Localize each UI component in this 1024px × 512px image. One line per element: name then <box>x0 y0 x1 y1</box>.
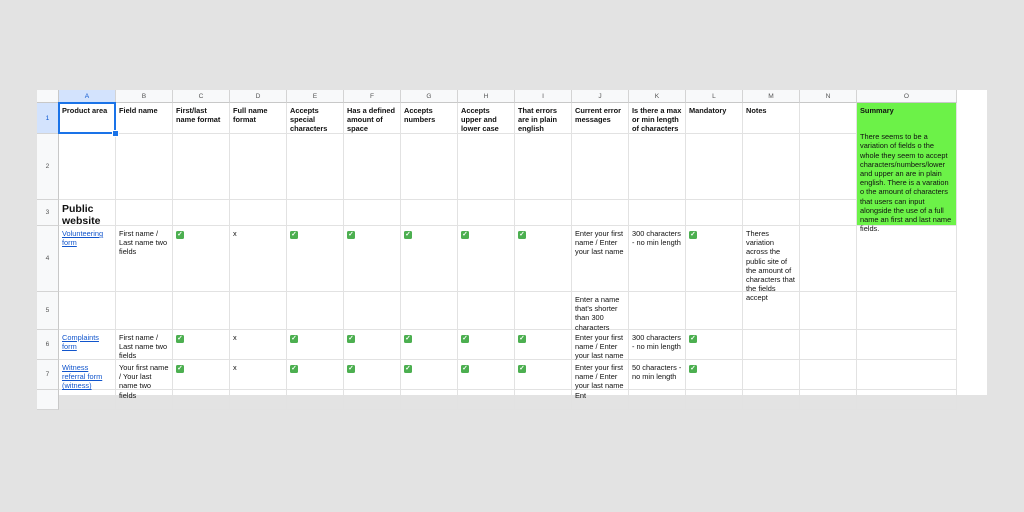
length-text: 300 characters - no min length <box>632 229 681 248</box>
row-header-6[interactable]: 6 <box>37 330 59 360</box>
cell-m3[interactable] <box>743 200 800 226</box>
cell-n4[interactable] <box>800 226 857 292</box>
product-link[interactable]: Complaints form <box>62 333 99 352</box>
cell-g6[interactable] <box>401 330 458 360</box>
cell-l6[interactable] <box>686 330 743 360</box>
header-label-m: Notes <box>746 106 767 115</box>
column-header-b[interactable]: B <box>116 90 173 103</box>
summary-title: Summary <box>860 106 894 115</box>
cell-m6[interactable] <box>743 330 800 360</box>
error-message: Enter your first name / Enter your last name <box>575 229 624 257</box>
error-message: Enter your first name / Enter your last name <box>575 363 624 391</box>
cell-f5[interactable] <box>344 292 401 330</box>
cell-a3[interactable] <box>59 200 116 226</box>
cell-f1[interactable] <box>344 103 401 134</box>
cell-e4[interactable] <box>287 226 344 292</box>
notes-text: Theres variation across the public site of the amount of characters that the fields accept <box>746 229 795 303</box>
cell-h2[interactable] <box>458 134 515 200</box>
cell-j4[interactable] <box>572 226 629 292</box>
column-header-d[interactable]: D <box>230 90 287 103</box>
column-header-e[interactable]: E <box>287 90 344 103</box>
cell-e7[interactable] <box>287 360 344 390</box>
cell-d7[interactable] <box>230 360 287 390</box>
cell-c8[interactable] <box>173 390 230 410</box>
cell-b3[interactable] <box>116 200 173 226</box>
cell-c5[interactable] <box>173 292 230 330</box>
header-label-i: That errors are in plain english <box>518 106 558 134</box>
cell-d4[interactable] <box>230 226 287 292</box>
cell-i7[interactable] <box>515 360 572 390</box>
checkmark-icon: ✓ <box>519 231 525 238</box>
column-header-i[interactable]: I <box>515 90 572 103</box>
cell-f3[interactable] <box>344 200 401 226</box>
cell-g1[interactable] <box>401 103 458 134</box>
cell-k4[interactable] <box>629 226 686 292</box>
cell-l2[interactable] <box>686 134 743 200</box>
header-label-l: Mandatory <box>689 106 727 115</box>
cell-c3[interactable] <box>173 200 230 226</box>
cell-l8[interactable] <box>686 390 743 410</box>
cell-g5[interactable] <box>401 292 458 330</box>
column-header-f[interactable]: F <box>344 90 401 103</box>
cell-o5[interactable] <box>857 292 957 330</box>
cell-h8[interactable] <box>458 390 515 410</box>
header-label-k: Is there a max or min length of characters <box>632 106 682 134</box>
cell-k8[interactable] <box>629 390 686 410</box>
cell-a4[interactable] <box>59 226 116 292</box>
cell-f2[interactable] <box>344 134 401 200</box>
header-label-d: Full name format <box>233 106 268 125</box>
column-header-k[interactable]: K <box>629 90 686 103</box>
summary-text: There seems to be a variation of fields o the whole they seem to accept characters/numbers/lower and upper an are in plain english. There is a varation o the amount of characters that users can input alongside the use of a full name an first and last name fields. <box>860 132 952 234</box>
cell-i1[interactable] <box>515 103 572 134</box>
row-header-1[interactable]: 1 <box>37 103 59 134</box>
cell-c2[interactable] <box>173 134 230 200</box>
spreadsheet-grid[interactable] <box>37 90 987 400</box>
header-label-h: Accepts upper and lower case <box>461 106 499 134</box>
checkmark-icon: ✓ <box>690 365 696 372</box>
cell-b8[interactable] <box>116 390 173 410</box>
checkmark-icon: ✓ <box>519 335 525 342</box>
checkmark-icon: ✓ <box>348 335 354 342</box>
cell-i5[interactable] <box>515 292 572 330</box>
header-label-c: First/last name format <box>176 106 221 125</box>
row-header-5[interactable]: 5 <box>37 292 59 330</box>
cell-h4[interactable] <box>458 226 515 292</box>
header-label-a: Product area <box>62 106 108 115</box>
error-message: Enter your first name / Enter your last name <box>575 333 624 361</box>
column-header-g[interactable]: G <box>401 90 458 103</box>
cell-m2[interactable] <box>743 134 800 200</box>
cell-n6[interactable] <box>800 330 857 360</box>
cell-j2[interactable] <box>572 134 629 200</box>
cell-c1[interactable] <box>173 103 230 134</box>
row-header-2[interactable]: 2 <box>37 134 59 200</box>
checkmark-icon: ✓ <box>462 231 468 238</box>
cell-c7[interactable] <box>173 360 230 390</box>
product-link[interactable]: Witness referral form (witness) <box>62 363 103 391</box>
row-header-7[interactable]: 7 <box>37 360 59 390</box>
cell-i2[interactable] <box>515 134 572 200</box>
cell-m4[interactable] <box>743 226 800 303</box>
cell-m5[interactable] <box>743 292 800 330</box>
checkmark-icon: ✓ <box>405 365 411 372</box>
cell-d5[interactable] <box>230 292 287 330</box>
checkmark-icon: ✓ <box>690 231 696 238</box>
column-header-l[interactable]: L <box>686 90 743 103</box>
column-header-h[interactable]: H <box>458 90 515 103</box>
cell-l3[interactable] <box>686 200 743 226</box>
column-header-o[interactable]: O <box>857 90 957 103</box>
cell-d6[interactable] <box>230 330 287 360</box>
cell-o4[interactable] <box>857 226 957 292</box>
checkmark-icon: ✓ <box>348 231 354 238</box>
cell-k2[interactable] <box>629 134 686 200</box>
cell-e2[interactable] <box>287 134 344 200</box>
cell-a7[interactable] <box>59 360 116 390</box>
cell-o6[interactable] <box>857 330 957 360</box>
cell-e5[interactable] <box>287 292 344 330</box>
cell-m1[interactable] <box>743 103 800 134</box>
checkmark-icon: ✓ <box>405 231 411 238</box>
field-name: First name / Last name two fields <box>119 333 168 361</box>
cell-j6[interactable] <box>572 330 629 360</box>
full-name-x: x <box>233 333 237 342</box>
cell-g3[interactable] <box>401 200 458 226</box>
cell-i8[interactable] <box>515 390 572 410</box>
cell-j5[interactable] <box>572 292 629 330</box>
cell-e6[interactable] <box>287 330 344 360</box>
checkmark-icon: ✓ <box>177 365 183 372</box>
cell-a1[interactable] <box>59 103 116 134</box>
cell-h7[interactable] <box>458 360 515 390</box>
select-all-corner[interactable] <box>37 90 59 103</box>
cell-n1[interactable] <box>800 103 857 134</box>
cell-b2[interactable] <box>116 134 173 200</box>
cell-h1[interactable] <box>458 103 515 134</box>
cell-k6[interactable] <box>629 330 686 360</box>
cell-e8[interactable] <box>287 390 344 410</box>
cell-e3[interactable] <box>287 200 344 226</box>
cell-c4[interactable] <box>173 226 230 292</box>
cell-l5[interactable] <box>686 292 743 330</box>
header-label-b: Field name <box>119 106 158 115</box>
column-header-a[interactable]: A <box>59 90 116 103</box>
cell-d2[interactable] <box>230 134 287 200</box>
section-title: Public website <box>62 203 101 227</box>
header-label-f: Has a defined amount of space <box>347 106 396 134</box>
checkmark-icon: ✓ <box>177 231 183 238</box>
row-header-3[interactable]: 3 <box>37 200 59 226</box>
cell-a8[interactable] <box>59 390 116 410</box>
cell-n8[interactable] <box>800 390 857 410</box>
cell-n5[interactable] <box>800 292 857 330</box>
cell-m7[interactable] <box>743 360 800 390</box>
cell-l7[interactable] <box>686 360 743 390</box>
cell-j1[interactable] <box>572 103 629 134</box>
cell-b1[interactable] <box>116 103 173 134</box>
cell-i4[interactable] <box>515 226 572 292</box>
column-header-n[interactable]: N <box>800 90 857 103</box>
length-text: 50 characters - no min length <box>632 363 682 382</box>
length-text: 300 characters - no min length <box>632 333 681 352</box>
cell-l1[interactable] <box>686 103 743 134</box>
error-message: Enter a name that's shorter than 300 characters <box>575 295 620 332</box>
cell-j8[interactable] <box>572 390 629 410</box>
cell-j7[interactable] <box>572 360 629 390</box>
cell-b7[interactable] <box>116 360 173 400</box>
cell-o7[interactable] <box>857 360 957 390</box>
cell-d8[interactable] <box>230 390 287 410</box>
cell-o8[interactable] <box>857 390 957 410</box>
cell-g7[interactable] <box>401 360 458 390</box>
cell-k3[interactable] <box>629 200 686 226</box>
checkmark-icon: ✓ <box>519 365 525 372</box>
header-label-e: Accepts special characters <box>290 106 328 134</box>
cell-i6[interactable] <box>515 330 572 360</box>
row-header-4[interactable]: 4 <box>37 226 59 292</box>
cell-a5[interactable] <box>59 292 116 330</box>
cell-j3[interactable] <box>572 200 629 226</box>
cell-a6[interactable] <box>59 330 116 360</box>
cell-c6[interactable] <box>173 330 230 360</box>
cell-g8[interactable] <box>401 390 458 410</box>
partial-text: Ent <box>575 391 587 400</box>
field-name: Your first name / Your last name two fields <box>119 363 169 400</box>
cell-h5[interactable] <box>458 292 515 330</box>
checkmark-icon: ✓ <box>405 335 411 342</box>
cell-l4[interactable] <box>686 226 743 292</box>
cell-g2[interactable] <box>401 134 458 200</box>
checkmark-icon: ✓ <box>462 335 468 342</box>
cell-f7[interactable] <box>344 360 401 390</box>
checkmark-icon: ✓ <box>690 335 696 342</box>
cell-b6[interactable] <box>116 330 173 360</box>
cell-f4[interactable] <box>344 226 401 292</box>
cell-n3[interactable] <box>800 200 857 226</box>
cell-i3[interactable] <box>515 200 572 226</box>
column-header-j[interactable]: J <box>572 90 629 103</box>
column-header-m[interactable]: M <box>743 90 800 103</box>
fill-handle[interactable] <box>112 130 119 137</box>
cell-n7[interactable] <box>800 360 857 390</box>
cell-b5[interactable] <box>116 292 173 330</box>
cell-b4[interactable] <box>116 226 173 292</box>
field-name: First name / Last name two fields <box>119 229 168 257</box>
column-header-c[interactable]: C <box>173 90 230 103</box>
cell-k1[interactable] <box>629 103 686 134</box>
cell-d3[interactable] <box>230 200 287 226</box>
checkmark-icon: ✓ <box>291 365 297 372</box>
header-label-j: Current error messages <box>575 106 621 125</box>
row-header-partial[interactable] <box>37 390 59 410</box>
cell-k5[interactable] <box>629 292 686 330</box>
cell-m8[interactable] <box>743 390 800 410</box>
cell-n2[interactable] <box>800 134 857 200</box>
cell-d1[interactable] <box>230 103 287 134</box>
cell-f6[interactable] <box>344 330 401 360</box>
cell-e1[interactable] <box>287 103 344 134</box>
checkmark-icon: ✓ <box>348 365 354 372</box>
checkmark-icon: ✓ <box>462 365 468 372</box>
full-name-x: x <box>233 363 237 372</box>
summary-cell[interactable] <box>857 103 957 234</box>
header-label-g: Accepts numbers <box>404 106 436 125</box>
cell-f8[interactable] <box>344 390 401 410</box>
cell-h6[interactable] <box>458 330 515 360</box>
product-link[interactable]: Volunteering form <box>62 229 104 248</box>
full-name-x: x <box>233 229 237 238</box>
checkmark-icon: ✓ <box>291 231 297 238</box>
cell-k7[interactable] <box>629 360 686 390</box>
cell-a2[interactable] <box>59 134 116 200</box>
checkmark-icon: ✓ <box>177 335 183 342</box>
cell-g4[interactable] <box>401 226 458 292</box>
checkmark-icon: ✓ <box>291 335 297 342</box>
cell-h3[interactable] <box>458 200 515 226</box>
